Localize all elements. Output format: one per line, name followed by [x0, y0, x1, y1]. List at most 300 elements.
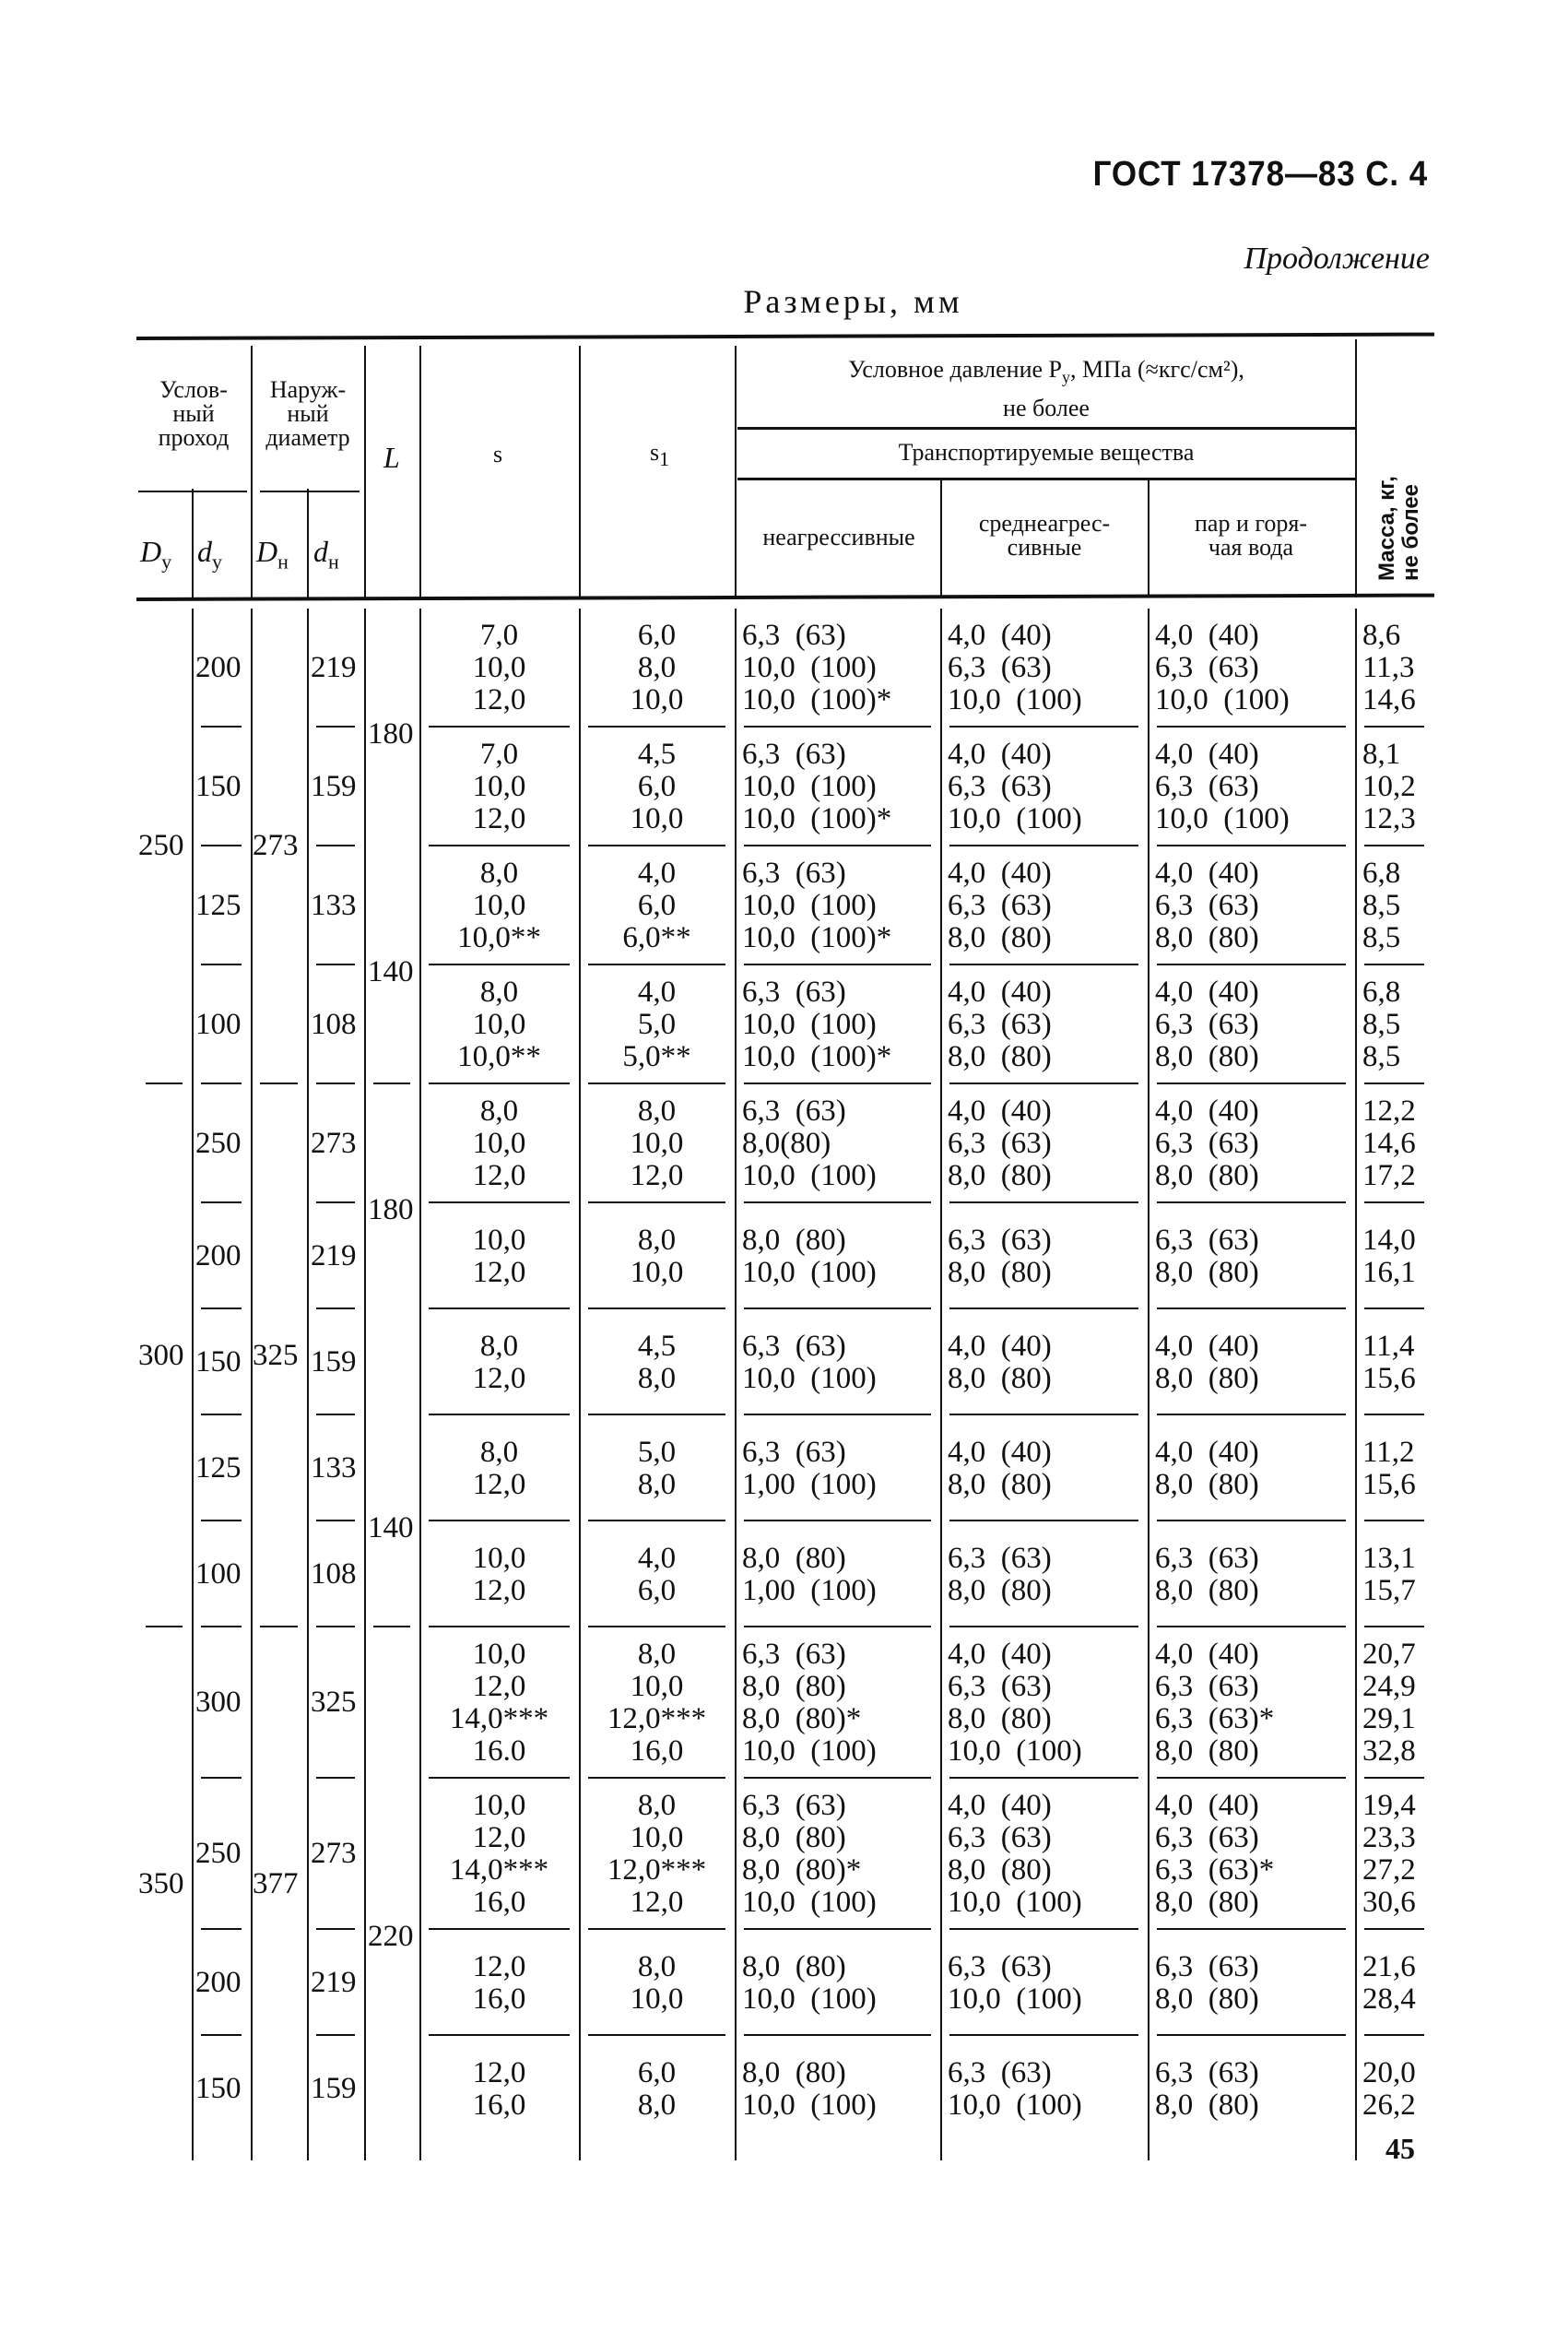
cell-dy: 200 [195, 650, 242, 684]
cell-s1: 10,0 [630, 1127, 684, 1160]
cell-non-aggressive: 8,0 (80) [742, 1821, 846, 1854]
cell-s: 10,0 [472, 770, 526, 803]
cell-s: 12,0 [472, 1361, 526, 1395]
cell-mass: 20,0 [1362, 2055, 1416, 2089]
cell-non-aggressive: 10,0 (100) [742, 1008, 877, 1041]
cell-s: 12,0 [472, 1949, 526, 1983]
header-medium-aggressive: среднеагрес- сивные [978, 510, 1111, 561]
column-divider [251, 609, 253, 2160]
cell-medium-aggressive: 6,3 (63) [948, 2055, 1052, 2089]
group-divider [588, 1626, 725, 1627]
cell-non-aggressive: 6,3 (63) [742, 976, 846, 1009]
cell-steam-hot-water: 6,3 (63) [1155, 1127, 1259, 1160]
cell-s: 12,0 [472, 1821, 526, 1854]
row-divider [201, 2034, 242, 2036]
group-divider [1157, 1083, 1346, 1084]
cell-dy: 250 [195, 1126, 242, 1160]
row-divider [1364, 1307, 1424, 1309]
column-divider [307, 609, 309, 2160]
row-divider [588, 1201, 725, 1203]
column-divider [579, 346, 581, 598]
column-divider [419, 346, 421, 598]
cell-s: 12,0 [472, 2055, 526, 2089]
cell-dn: 325 [311, 1686, 357, 1719]
cell-steam-hot-water: 4,0 (40) [1155, 619, 1259, 652]
column-divider [364, 346, 366, 598]
group-divider [1364, 1083, 1424, 1084]
cell-steam-hot-water: 4,0 (40) [1155, 857, 1259, 890]
row-divider [588, 1928, 725, 1930]
row-divider [949, 845, 1138, 846]
cell-Dn: 273 [253, 829, 299, 862]
group-divider [744, 1083, 931, 1084]
cell-mass: 14,0 [1362, 1223, 1416, 1257]
column-divider [735, 609, 737, 2160]
header-dy: $d_у$ [197, 535, 222, 574]
column-divider [364, 609, 366, 2160]
group-divider [429, 1083, 570, 1084]
running-header: ГОСТ 17378—83 С. 4 [1092, 155, 1428, 194]
cell-mass: 23,3 [1362, 1821, 1416, 1854]
row-divider [588, 1520, 725, 1521]
row-divider [588, 1414, 725, 1415]
cell-medium-aggressive: 8,0 (80) [948, 1702, 1052, 1735]
cell-medium-aggressive: 8,0 (80) [948, 1159, 1052, 1192]
cell-medium-aggressive: 8,0 (80) [948, 1040, 1052, 1073]
cell-non-aggressive: 6,3 (63) [742, 857, 846, 890]
header-s: s [493, 441, 503, 467]
cell-s: 16,0 [472, 2088, 526, 2122]
cell-non-aggressive: 8,0(80) [742, 1127, 831, 1160]
cell-medium-aggressive: 6,3 (63) [948, 1223, 1052, 1257]
row-divider [949, 726, 1138, 728]
cell-non-aggressive: 10,0 (100) [742, 2088, 877, 2122]
cell-steam-hot-water: 8,0 (80) [1155, 1361, 1259, 1395]
row-divider [744, 964, 931, 965]
cell-non-aggressive: 10,0 (100)* [742, 802, 892, 835]
cell-s1: 8,0 [637, 1949, 677, 1983]
cell-mass: 24,9 [1362, 1670, 1416, 1703]
cell-mass: 30,6 [1362, 1886, 1416, 1919]
row-divider [429, 1520, 570, 1521]
cell-non-aggressive: 6,3 (63) [742, 1329, 846, 1363]
column-divider [307, 489, 309, 598]
cell-dn: 273 [311, 1126, 357, 1160]
cell-steam-hot-water: 4,0 (40) [1155, 1435, 1259, 1469]
row-divider [429, 726, 570, 728]
group-divider [146, 1083, 183, 1084]
cell-dn: 273 [311, 1837, 357, 1870]
column-divider [579, 609, 581, 2160]
cell-mass: 15,6 [1362, 1467, 1416, 1501]
column-divider [1148, 479, 1149, 598]
cell-medium-aggressive: 4,0 (40) [948, 1329, 1052, 1363]
cell-dn: 133 [311, 1450, 357, 1485]
cell-non-aggressive: 8,0 (80) [742, 1223, 846, 1257]
cell-s1: 8,0 [637, 1789, 677, 1822]
row-divider [949, 1520, 1138, 1521]
row-divider [201, 1928, 242, 1930]
cell-medium-aggressive: 10,0 (100) [948, 1982, 1082, 2016]
cell-mass: 27,2 [1362, 1853, 1416, 1887]
cell-s: 10,0 [472, 1127, 526, 1160]
cell-mass: 8,5 [1362, 889, 1401, 922]
cell-dn: 108 [311, 1007, 357, 1041]
cell-s1: 8,0 [637, 1638, 677, 1671]
cell-s: 12,0 [472, 1159, 526, 1192]
cell-s: 10,0** [457, 921, 541, 954]
cell-medium-aggressive: 6,3 (63) [948, 1008, 1052, 1041]
cell-s: 10,0 [472, 1008, 526, 1041]
cell-s: 8,0 [479, 976, 519, 1009]
cell-steam-hot-water: 4,0 (40) [1155, 1095, 1259, 1128]
row-divider [1157, 2034, 1346, 2036]
cell-s1: 4,0 [637, 1541, 677, 1575]
row-divider [316, 726, 355, 728]
cell-s: 12,0 [472, 683, 526, 716]
cell-medium-aggressive: 4,0 (40) [948, 1789, 1052, 1822]
row-divider [316, 1928, 355, 1930]
cell-dn: 219 [311, 1965, 357, 1999]
cell-medium-aggressive: 8,0 (80) [948, 1853, 1052, 1887]
cell-mass: 19,4 [1362, 1789, 1416, 1822]
cell-steam-hot-water: 6,3 (63) [1155, 1821, 1259, 1854]
row-divider [201, 1201, 242, 1203]
cell-non-aggressive: 6,3 (63) [742, 1638, 846, 1671]
group-divider [260, 1626, 298, 1627]
row-divider [429, 1307, 570, 1309]
cell-medium-aggressive: 8,0 (80) [948, 1467, 1052, 1501]
row-divider [1157, 845, 1346, 846]
cell-dn: 219 [311, 1238, 357, 1272]
row-divider [744, 1777, 931, 1779]
cell-medium-aggressive: 8,0 (80) [948, 921, 1052, 954]
cell-mass: 11,4 [1362, 1329, 1415, 1363]
cell-medium-aggressive: 8,0 (80) [948, 1573, 1052, 1607]
cell-non-aggressive: 8,0 (80)* [742, 1702, 862, 1735]
cell-medium-aggressive: 4,0 (40) [948, 857, 1052, 890]
cell-s1: 6,0 [637, 889, 677, 922]
cell-s: 8,0 [479, 1095, 519, 1128]
row-divider [1157, 1777, 1346, 1779]
cell-non-aggressive: 10,0 (100)* [742, 1040, 892, 1073]
cell-medium-aggressive: 6,3 (63) [948, 1541, 1052, 1575]
row-divider [744, 845, 931, 846]
cell-s: 12,0 [472, 1573, 526, 1607]
cell-s: 14,0*** [449, 1853, 549, 1887]
cell-medium-aggressive: 6,3 (63) [948, 770, 1052, 803]
cell-mass: 11,2 [1362, 1435, 1415, 1469]
cell-L: 180 [368, 717, 414, 751]
row-divider [1364, 1928, 1424, 1930]
cell-s: 16,0 [472, 1886, 526, 1919]
cell-s1: 4,5 [637, 1329, 677, 1363]
cell-non-aggressive: 8,0 (80) [742, 2055, 846, 2089]
header-pressure: Условное давление $P_у$, МПа (≈кгс/см²), не более [848, 356, 1244, 422]
cell-s1: 5,0 [637, 1435, 677, 1469]
cell-steam-hot-water: 4,0 (40) [1155, 1789, 1259, 1822]
cell-dy: 150 [195, 769, 242, 803]
cell-steam-hot-water: 6,3 (63) [1155, 889, 1259, 922]
cell-s1: 6,0 [637, 1573, 677, 1607]
cell-dn: 159 [311, 1344, 357, 1378]
cell-s1: 10,0 [630, 1982, 684, 2016]
row-divider [429, 964, 570, 965]
group-divider [588, 1083, 725, 1084]
cell-steam-hot-water: 6,3 (63) [1155, 1223, 1259, 1257]
row-divider [588, 1777, 725, 1779]
cell-dy: 200 [195, 1238, 242, 1272]
cell-dn: 108 [311, 1556, 357, 1591]
cell-dn: 133 [311, 888, 357, 922]
cell-non-aggressive: 10,0 (100) [742, 651, 877, 684]
cell-dy: 100 [195, 1556, 242, 1591]
cell-medium-aggressive: 6,3 (63) [948, 651, 1052, 684]
row-divider [1364, 845, 1424, 846]
group-divider [146, 1626, 183, 1627]
cell-s: 12,0 [472, 1467, 526, 1501]
cell-mass: 11,3 [1362, 651, 1415, 684]
row-divider [1157, 1201, 1346, 1203]
cell-s1: 8,0 [637, 1361, 677, 1395]
cell-mass: 15,6 [1362, 1361, 1416, 1395]
cell-non-aggressive: 10,0 (100) [742, 770, 877, 803]
row-divider [316, 964, 355, 965]
row-divider [429, 845, 570, 846]
cell-s1: 6,0 [637, 2055, 677, 2089]
cell-L: 140 [368, 955, 414, 988]
cell-mass: 12,2 [1362, 1095, 1416, 1128]
cell-s1: 8,0 [637, 1095, 677, 1128]
header-dn: $d_н$ [313, 535, 339, 574]
cell-steam-hot-water: 6,3 (63)* [1155, 1702, 1275, 1735]
cell-s1: 8,0 [637, 1223, 677, 1257]
group-divider [316, 1083, 355, 1084]
cell-s1: 8,0 [637, 2088, 677, 2122]
cell-s: 10,0 [472, 889, 526, 922]
cell-L: 180 [368, 1193, 414, 1226]
cell-s1: 16,0 [630, 1734, 684, 1768]
row-divider [201, 1777, 242, 1779]
cell-s: 10,0 [472, 1541, 526, 1575]
row-divider [744, 1414, 931, 1415]
row-divider [588, 1307, 725, 1309]
header-rule-substances [737, 478, 1355, 480]
cell-steam-hot-water: 8,0 (80) [1155, 1040, 1259, 1073]
cell-medium-aggressive: 10,0 (100) [948, 802, 1082, 835]
cell-steam-hot-water: 8,0 (80) [1155, 2088, 1259, 2122]
cell-steam-hot-water: 8,0 (80) [1155, 1467, 1259, 1501]
group-divider [373, 1626, 410, 1627]
row-divider [429, 2034, 570, 2036]
cell-s1: 5,0** [622, 1040, 691, 1073]
cell-dn: 159 [311, 769, 357, 803]
group-divider [744, 1626, 931, 1627]
cell-s: 10,0 [472, 1638, 526, 1671]
cell-non-aggressive: 8,0 (80) [742, 1949, 846, 1983]
cell-s: 12,0 [472, 1670, 526, 1703]
header-bottom-rule [136, 594, 1434, 601]
group-divider [949, 1083, 1138, 1084]
cell-s: 7,0 [479, 619, 519, 652]
cell-s: 10,0 [472, 1223, 526, 1257]
cell-non-aggressive: 1,00 (100) [742, 1573, 877, 1607]
cell-mass: 12,3 [1362, 802, 1416, 835]
group-divider [201, 1626, 242, 1627]
header-non-aggressive: неагрессивные [762, 524, 915, 550]
group-divider [201, 1083, 242, 1084]
cell-non-aggressive: 10,0 (100) [742, 1159, 877, 1192]
cell-mass: 20,7 [1362, 1638, 1416, 1671]
row-divider [201, 1520, 242, 1521]
cell-mass: 14,6 [1362, 683, 1416, 716]
cell-steam-hot-water: 6,3 (63) [1155, 1541, 1259, 1575]
row-divider [316, 2034, 355, 2036]
cell-dy: 200 [195, 1965, 242, 1999]
cell-non-aggressive: 10,0 (100) [742, 1361, 877, 1395]
cell-dy: 100 [195, 1007, 242, 1041]
table-top-rule [136, 333, 1434, 340]
cell-dy: 150 [195, 1344, 242, 1378]
cell-steam-hot-water: 6,3 (63)* [1155, 1853, 1275, 1887]
cell-non-aggressive: 6,3 (63) [742, 738, 846, 771]
group-divider [429, 1626, 570, 1627]
row-divider [949, 1414, 1138, 1415]
row-divider [316, 1307, 355, 1309]
row-divider [1364, 1520, 1424, 1521]
cell-s: 12,0 [472, 1255, 526, 1289]
cell-s1: 10,0 [630, 1255, 684, 1289]
header-mass: Масса, кг, не более [1374, 476, 1423, 581]
cell-s1: 4,0 [637, 976, 677, 1009]
cell-non-aggressive: 10,0 (100)* [742, 921, 892, 954]
cell-medium-aggressive: 4,0 (40) [948, 619, 1052, 652]
cell-dn: 219 [311, 650, 357, 684]
row-divider [588, 964, 725, 965]
cell-non-aggressive: 6,3 (63) [742, 1095, 846, 1128]
cell-non-aggressive: 10,0 (100) [742, 1734, 877, 1768]
cell-medium-aggressive: 6,3 (63) [948, 1821, 1052, 1854]
cell-steam-hot-water: 8,0 (80) [1155, 1255, 1259, 1289]
cell-steam-hot-water: 4,0 (40) [1155, 738, 1259, 771]
row-divider [744, 1307, 931, 1309]
cell-non-aggressive: 6,3 (63) [742, 1789, 846, 1822]
group-divider [1157, 1626, 1346, 1627]
cell-non-aggressive: 10,0 (100) [742, 1255, 877, 1289]
cell-s: 8,0 [479, 857, 519, 890]
column-divider [192, 489, 194, 598]
group-divider [260, 1083, 298, 1084]
cell-s1: 12,0 [630, 1159, 684, 1192]
cell-s: 7,0 [479, 738, 519, 771]
cell-non-aggressive: 10,0 (100) [742, 1886, 877, 1919]
table-caption-text: Размеры, мм [743, 283, 963, 320]
cell-Dn: 325 [253, 1338, 299, 1372]
cell-s: 16,0 [472, 1982, 526, 2016]
header-Dn: $D_н$ [256, 535, 289, 574]
cell-dy: 125 [195, 888, 242, 922]
cell-non-aggressive: 1,00 (100) [742, 1467, 877, 1501]
cell-s1: 12,0*** [607, 1702, 707, 1735]
cell-steam-hot-water: 6,3 (63) [1155, 1670, 1259, 1703]
column-divider [251, 346, 253, 598]
cell-medium-aggressive: 10,0 (100) [948, 1886, 1082, 1919]
table-caption [0, 282, 1568, 321]
column-divider [1355, 609, 1357, 2160]
row-divider [744, 2034, 931, 2036]
cell-s1: 4,0 [637, 857, 677, 890]
column-divider [1148, 609, 1149, 2160]
cell-steam-hot-water: 4,0 (40) [1155, 976, 1259, 1009]
cell-mass: 21,6 [1362, 1949, 1416, 1983]
cell-medium-aggressive: 6,3 (63) [948, 1670, 1052, 1703]
cell-medium-aggressive: 10,0 (100) [948, 2088, 1082, 2122]
cell-mass: 14,6 [1362, 1127, 1416, 1160]
header-s1: $s_1$ [650, 439, 670, 471]
row-divider [1157, 1307, 1346, 1309]
row-divider [1157, 964, 1346, 965]
cell-mass: 29,1 [1362, 1702, 1416, 1735]
header-nominal-pass: Услов- ный проход [158, 376, 230, 451]
row-divider [1364, 964, 1424, 965]
row-divider [429, 1928, 570, 1930]
continuation-label: Продолжение [1244, 242, 1430, 276]
row-divider [316, 1201, 355, 1203]
row-divider [201, 964, 242, 965]
cell-steam-hot-water: 6,3 (63) [1155, 2055, 1259, 2089]
cell-mass: 8,5 [1362, 921, 1401, 954]
row-divider [588, 2034, 725, 2036]
row-divider [588, 845, 725, 846]
cell-medium-aggressive: 4,0 (40) [948, 1435, 1052, 1469]
cell-dy: 125 [195, 1450, 242, 1485]
cell-steam-hot-water: 8,0 (80) [1155, 921, 1259, 954]
cell-steam-hot-water: 8,0 (80) [1155, 1734, 1259, 1768]
cell-mass: 10,2 [1362, 770, 1416, 803]
cell-Dy: 350 [138, 1867, 184, 1900]
cell-L: 220 [368, 1920, 414, 1953]
cell-s: 10,0** [457, 1040, 541, 1073]
row-divider [201, 845, 242, 846]
header-outer-diameter: Наруж- ный диаметр [265, 376, 350, 451]
cell-non-aggressive: 10,0 (100) [742, 1982, 877, 2016]
cell-s1: 10,0 [630, 1670, 684, 1703]
cell-non-aggressive: 6,3 (63) [742, 1435, 846, 1469]
row-divider [744, 1201, 931, 1203]
header-steam-hot-water: пар и горя- чая вода [1194, 510, 1307, 561]
cell-steam-hot-water: 6,3 (63) [1155, 651, 1259, 684]
cell-s: 10,0 [472, 1789, 526, 1822]
header-substances: Транспортируемые вещества [898, 439, 1195, 466]
row-divider [949, 964, 1138, 965]
cell-s: 12,0 [472, 802, 526, 835]
cell-s: 8,0 [479, 1329, 519, 1363]
cell-dy: 250 [195, 1837, 242, 1870]
cell-non-aggressive: 8,0 (80)* [742, 1853, 862, 1887]
row-divider [949, 1201, 1138, 1203]
cell-non-aggressive: 8,0 (80) [742, 1670, 846, 1703]
cell-s1: 8,0 [637, 651, 677, 684]
cell-s1: 10,0 [630, 683, 684, 716]
cell-steam-hot-water: 4,0 (40) [1155, 1638, 1259, 1671]
column-divider [940, 609, 942, 2160]
row-divider [1364, 1414, 1424, 1415]
row-divider [949, 1307, 1138, 1309]
cell-steam-hot-water: 4,0 (40) [1155, 1329, 1259, 1363]
row-divider [1157, 1414, 1346, 1415]
cell-medium-aggressive: 10,0 (100) [948, 1734, 1082, 1768]
cell-Dy: 250 [138, 829, 184, 862]
